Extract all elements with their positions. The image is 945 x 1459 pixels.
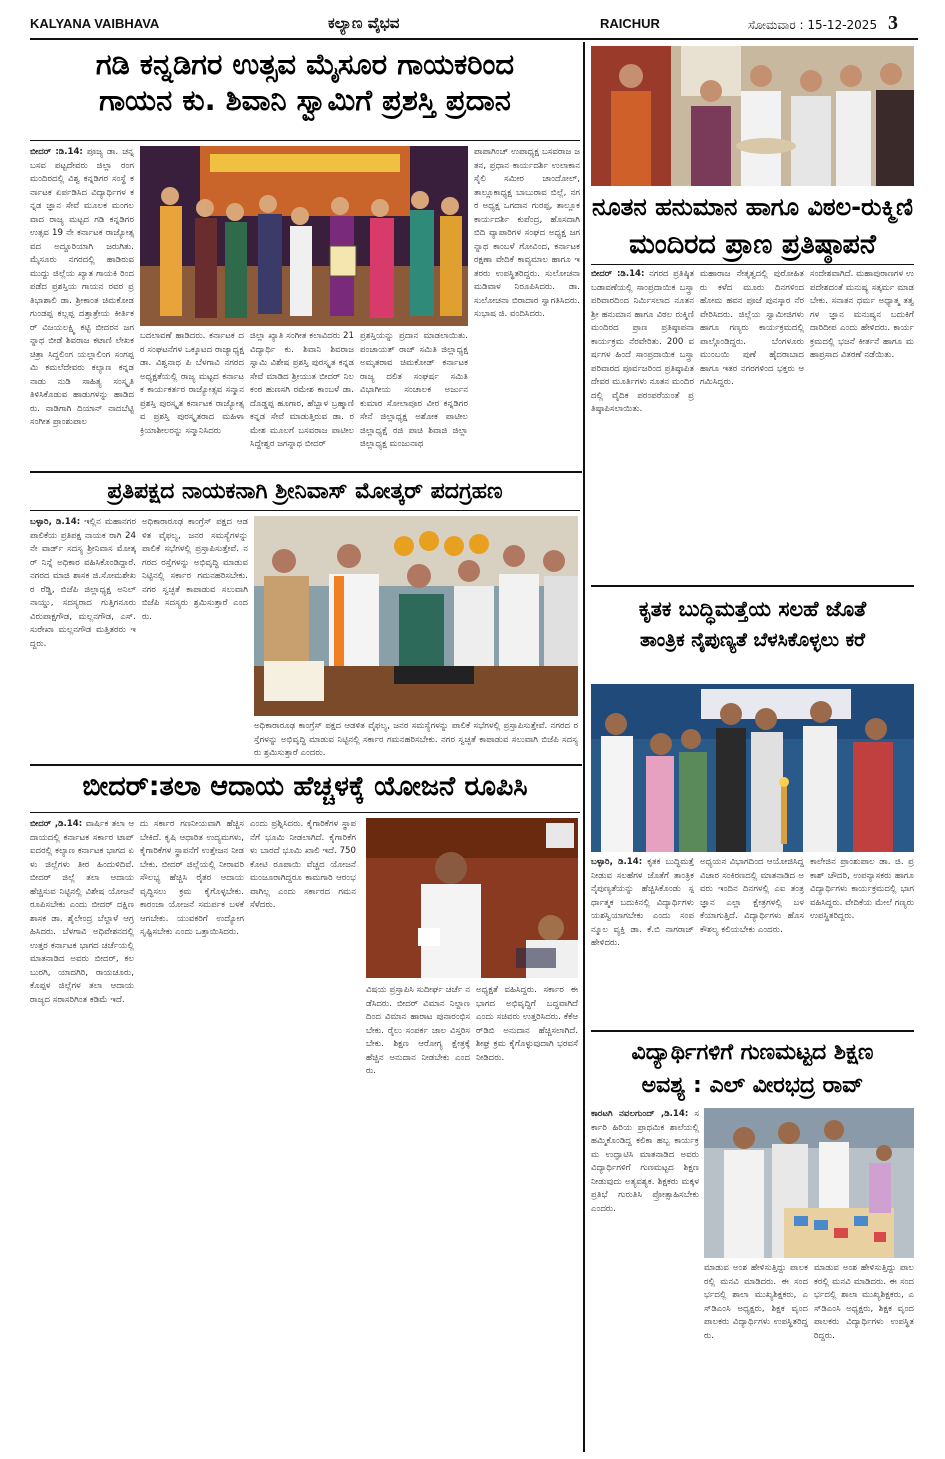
- article-column: [810, 268, 914, 580]
- felicitation-photo: [254, 516, 578, 716]
- article-column: [30, 516, 136, 760]
- section-rule: [591, 585, 914, 587]
- school-exhibition-photo: [704, 1108, 914, 1258]
- article-column: [700, 268, 804, 580]
- article-text: ನಗರದ ಪ್ರತಿಷ್ಠಿತ ಬಡಾವಣೆಯಲ್ಲಿ ಸಾಂಪ್ರದಾಯಿಕ ಬಸ್ತ್ರಾ ಪರಿವಾರದಿಂದ ನಿರ್ಮಿಸಲಾದ ನೂತನ ಶ್ರೀ ಹನುಮಾನ ಹಾಗೂ ವಿಠಲ ರುಕ್ಮಿಣಿ ಮಂದಿರದ ಪ್ರಾಣ ಪ್ರತಿಷ್ಠಾಪನಾ ಕಾರ್ಯಕ್ರಮ ನೆರವೇರಿತು. 200 ವರ್ಷಗಳ ಹಿಂದೆ ಸಾಂಪ್ರದಾಯಿಕ ಬಸ್ತ್ರಾ ಪರಿವಾರದ ಪೂರ್ವಜರಿಂದ ಪ್ರತಿಷ್ಠಾಪಿತ ದೇವರ ಮೂರ್ತಿಗಳು ನೂತನ ಮಂದಿರದಲ್ಲಿ ವೈದಿಕ ಪರಂಪರೆಯಂತೆ ಪ್ರತಿಷ್ಠಾಪಿಸಲಾಯಿತು.: [591, 269, 694, 414]
- article-headline: [591, 594, 914, 654]
- headline-line-2: ತಾಂತ್ರಿಕ ನೈಪುಣ್ಯತೆ ಬೆಳಸಿಕೊಳ್ಳಲು ಕರೆ: [640, 628, 865, 651]
- headline-line-1: ನೂತನ ಹನುಮಾನ ಹಾಗೂ ವಿಠಲ-ರುಕ್ಮಿಣಿ: [592, 193, 913, 221]
- article-text: ಮಾಡುವ ಅಂಶ ಹೇಳಿಸುತ್ತಿದ್ದು ಪಾಲಕರಲ್ಲಿ ಮನವಿ ಮಾಡಿದರು. ಈ ಸಂದರ್ಭದಲ್ಲಿ ಶಾಲಾ ಮುಖ್ಯಶಿಕ್ಷಕರು, ಎಸ್‌ಡಿಎಂಸಿ ಅಧ್ಯಕ್ಷರು, ಶಿಕ್ಷಕ ವೃಂದ ಪಾಲಕರು ವಿದ್ಯಾರ್ಥಿಗಳು ಉಪಸ್ಥಿತರಿದ್ದರು.: [814, 1263, 914, 1341]
- headline-line-1: ವಿದ್ಯಾರ್ಥಿಗಳಿಗೆ ಗುಣಮಟ್ಟದ ಶಿಕ್ಷಣ: [631, 1040, 874, 1065]
- article-column: [591, 268, 694, 580]
- masthead-city: RAICHUR: [600, 16, 660, 31]
- article-column: [591, 1108, 699, 1448]
- article-text: ಅಧಿಕಾರಾರೂಢ ಕಾಂಗ್ರೆಸ್ ಪಕ್ಷದ ಆಡಳಿತ ವೈಫಲ್ಯ, ಜನರ ಸಮಸ್ಯೆಗಳನ್ನು ಪಾಲಿಕೆ ಸಭೆಗಳಲ್ಲಿ ಪ್ರಸ್ತಾಪಿಸುತ್ತೇವೆ. ನಗರದ ರಸ್ತೆಗಳನ್ನು ಅಭಿವೃದ್ಧಿ ಮಾಡುವ ನಿಟ್ಟಿನಲ್ಲಿ ಸರ್ಕಾರ ಗಮನಹರಿಸಬೇಕು. ನಗರ ಸ್ವಚ್ಛತೆ ಕಾಪಾಡುವ ಸಲುವಾಗಿ ಬಿಜೆಪಿ ಸದಸ್ಯರು ಶ್ರಮಿಸುತ್ತಾರೆ ಎಂದರು.: [142, 517, 248, 622]
- article-column: [250, 818, 356, 1448]
- article-text: ಕಾಲೇಜಿನ ಪ್ರಾಂಶುಪಾಲ ಡಾ. ಜಿ. ಪ್ರಕಾಶ್ ಚೌದರಿ, ಉಪನ್ಯಾಸಕರು ಹಾಗೂ ವಿದ್ಯಾರ್ಥಿಗಳು ಕಾರ್ಯಕ್ರಮದಲ್ಲಿ ಭಾಗವಹಿಸಿದ್ದರು. ವೇದಿಕೆಯ ಮೇಲೆ ಗಣ್ಯರು ಉಪಸ್ಥಿತರಿದ್ದರು.: [810, 857, 914, 921]
- article-text: ಇಲ್ಲಿನ ಮಹಾನಗರ ಪಾಲಿಕೆಯ ಪ್ರತಿಪಕ್ಷ ನಾಯಕ ರಾಗಿ 24ನೇ ವಾರ್ಡ್ ಸದಸ್ಯ ಶ್ರೀನಿವಾಸ ಮೋತ್ಕರ್ ನಿನ್ನೆ ಅಧಿಕಾರ ವಹಿಸಿಕೊಂಡಿದ್ದಾರೆ. ನಗರದ ಮಾಜಿ ಶಾಸಕ ಜಿ.ಸೋಮಶೇಖರ ರೆಡ್ಡಿ, ಬಿಜೆಪಿ ಜಿಲ್ಲಾಧ್ಯಕ್ಷ ಅನಿಲ್ ನಾಯ್ಡು, ಸದಸ್ಯರಾದ ಗುತ್ತಿಗನೂರು ವಿರುಪಾಕ್ಷಗೌಡ, ಮಲ್ಲನಗೌಡ, ಎಸ್.ಸುರೇಖಾ ಮಲ್ಲನಗೌಡ ಮತ್ತಿತರರು ಇದ್ದರು.: [30, 517, 136, 649]
- headline-line-2: ಅವಶ್ಯ : ಎಲ್ ವೀರಭದ್ರ ರಾವ್: [641, 1073, 864, 1098]
- article-text: ಪ್ರಶಸ್ತಿಯನ್ನು ಪ್ರದಾನ ಮಾಡಲಾಯಿತು. ಪಂಚಾಯತ್ ರಾಜ್ ಸಮಿತಿ ಜಿಲ್ಲಾಧ್ಯಕ್ಷ ಅಮೃತರಾವ ಚಿಮಕೋಡ್ ಕರ್ನಾಟಕ ರಾಜ್ಯ ದಲಿತ ಸಂಘರ್ಷ ಸಮಿತಿ ವಿಭಾಗೀಯ ಸಂಚಾಲಕ ಅರ್ಜುನಕುಮಾರ ಸೋಲಾಪೂರ ವೀರ ಕನ್ನಡಿಗರ ಸೇನೆ ಜಿಲ್ಲಾಧ್ಯಕ್ಷ ಅಶೋಕ ಪಾಟೀಲ ಜಿಲ್ಲಾಧ್ಯಕ್ಷೆ ರಜಿ ಪಾಚಿ ಶಿವಾಜಿ ಜಿಲ್ಲಾ ಜಿಲ್ಲಾಧ್ಯಕ್ಷ ಮಂಜುನಾಥ: [360, 331, 468, 449]
- article-column: [140, 818, 244, 1448]
- lamp-lighting-photo: [591, 684, 914, 852]
- article-text: ಮಹಾರಾಜ ನೇತೃತ್ವದಲ್ಲಿ ಪುರೋಹಿತರು ಕಳೆದ ಮೂರು ದಿನಗಳಿಂದ ಹೋಮ ಹವನ ಪೂಜೆ ಪುನಸ್ಕಾರ ನೆರವೇರಿಸಿದರು. ಜಿಲ್ಲೆಯ ಸ್ವಾಮೀಜಿಗಳು ಹಾಗೂ ಗಣ್ಯರು ಕಾರ್ಯಕ್ರಮದಲ್ಲಿ ಪಾಲ್ಗೊಂಡಿದ್ದರು. ಬೆಂಗಳೂರು ಮುಂಬಯಿ ಪುಣೆ ಹೈದರಾಬಾದ ಹಾಗೂ ಇತರ ನಗರಗಳಿಂದ ಭಕ್ತರು ಆಗಮಿಸಿದ್ದರು.: [700, 269, 804, 387]
- article-column: [30, 146, 134, 466]
- article-headline: [591, 1036, 914, 1102]
- headline-line-1: ಗಡಿ ಕನ್ನಡಿಗರ ಉತ್ಸವ ಮೈಸೂರ ಗಾಯಕರಿಂದ: [95, 47, 515, 81]
- article-column: [140, 330, 244, 468]
- headline-line-2: ಮಂದಿರದ ಪ್ರಾಣ ಪ್ರತಿಷ್ಠಾಪನೆ: [629, 228, 876, 260]
- article-column: [704, 1262, 808, 1448]
- masthead: [30, 12, 918, 40]
- masthead-paper-name-kannada: ಕಲ್ಯಾಣ ವೈಭವ: [328, 14, 400, 32]
- dateline: ಬೀದರ್ :ಡಿ.14:: [591, 269, 645, 279]
- award-stage-photo: [140, 146, 468, 326]
- column-divider: [583, 42, 585, 1452]
- headline-line-2: ಗಾಯನ ಕು. ಶಿವಾನಿ ಸ್ವಾಮಿಗೆ ಪ್ರಶಸ್ತಿ ಪ್ರದಾನ: [99, 83, 511, 118]
- masthead-paper-name: KALYANA VAIBHAVA: [30, 16, 160, 31]
- section-rule: [30, 140, 580, 141]
- article-column: [250, 330, 354, 468]
- article-column: [30, 818, 134, 1448]
- article-headline: [591, 190, 914, 264]
- article-text: ಜಿಲ್ಲಾ ಖ್ಯಾತಿ ಸಂಗೀತ ಕಲಾವಿದರು 21 ವಿದ್ಯಾರ್ಥಿ ಕು. ಶಿವಾನಿ ಶಿವರಾಜ ಸ್ವಾಮಿ ವಿಶೇಷ ಪ್ರಶಸ್ತಿ ಪುರಸ್ಕೃತ ಕನ್ನಡ ಸೇವೆ ಮಾಡಿದ ಶ್ರೀಯುತ ಬೀದರ್ ನಿಲಕಂಠ ಹುಣಸಗಿ ರಮೇಶ ಕಾಂಬಳೆ ಡಾ. ದೊಡ್ಡಪ್ಪ ಹೂಗಾರ, ಹೆಬ್ಬಾಳ ಬ್ರಹ್ಮಾಣಿ ಕನ್ನಡ ಸೇವೆ ಮಾಡುತ್ತಿರುವ ಡಾ. ರಮೇಶ ಮೂಲಗೆ ಬಸವರಾಜ ಪಾಟೀಲ ಸಿದ್ದೇಶ್ವರ ಜಗನ್ನಾಥ ಬೀದರ್: [250, 331, 354, 449]
- article-text: ಪಾಪಾಗಿಂಚ್ ಉಪಾಧ್ಯಕ್ಷ ಬಸವರಾಜ ಜತನ, ಪ್ರಧಾನ ಕಾರ್ಯದರ್ಶಿ ಉಲಾಕಾನ ಸೈಲಿ ಸಮೀರ ಚಾಂದೋಲ್, ತಾಲ್ಲೂಕಾಧ್ಯಕ್ಷ ಬಾಬುರಾವ ಬಿಲ್ಲೆ, ನಗರ ಅಧ್ಯಕ್ಷ ಒಗದಾನ ಗುರಪ್ಪ, ತಾಲ್ಲೂಕ ಕಾರ್ಯದರ್ಶಿ ಕುಪೆಂದ್ರ, ಹೊಸದಾಗಿ ಬಿದಿ ವ್ಯಾಪಾರಿಗಳ ಸಂಘದ ಅಧ್ಯಕ್ಷ ಜಗನ್ನಾಥ ಕಾಂಬಳೆ ಗೋವಿಂದ, ಕರ್ನಾಟಕ ರಕ್ಷಣಾ ವೇದಿಕೆ ಕಾವ್ಯಮಾಲ ಹಾಗೂ ಇತರರು ಉಪಸ್ಥಿತರಿದ್ದರು. ಸುಲೋಚನಾ ಮಡಿವಾಳ ನಿರೂಪಿಸಿದರು. ಡಾ. ಸುಲೋಚನಾ ಬಿರಾದಾರ ಸ್ವಾಗತಿಸಿದರು. ಸುಭಾಷ ಜಿ. ವಂದಿಸಿದರು.: [474, 147, 580, 319]
- article-text: ಸರ್ಕಾರಿ ಹಿರಿಯ ಪ್ರಾಥಮಿಕ ಶಾಲೆಯಲ್ಲಿ ಹಮ್ಮಿಕೊಂಡಿದ್ದ ಕಲಿಕಾ ಹಬ್ಬ ಕಾರ್ಯಕ್ರಮ ಉದ್ಘಾಟಿಸಿ ಮಾತನಾಡಿದ ಅವರು ವಿದ್ಯಾರ್ಥಿಗಳಿಗೆ ಗುಣಮಟ್ಟದ ಶಿಕ್ಷಣ ನೀಡುವುದು ಅತ್ಯವಶ್ಯಕ. ಶಿಕ್ಷಕರು ಮಕ್ಕಳ ಪ್ರತಿಭೆ ಗುರುತಿಸಿ ಪ್ರೋತ್ಸಾಹಿಸಬೇಕು ಎಂದರು.: [591, 1109, 699, 1214]
- article-column: [254, 720, 578, 760]
- article-column: [700, 856, 804, 1026]
- section-rule: [30, 812, 580, 813]
- article-column: [476, 984, 578, 1448]
- article-text: ದು ಸರ್ಕಾರ ಗಣನೀಯವಾಗಿ ಹೆಚ್ಚಿಸಬೇಕಿದೆ. ಕೃಷಿ ಆಧಾರಿತ ಉದ್ಯಮಗಳು, ಕೈಗಾರಿಕೆಗಳ ಸ್ಥಾಪನೆಗೆ ಉತ್ತೇಜನ ನೀಡಬೇಕು. ಬೀದರ್ ಜಿಲ್ಲೆಯಲ್ಲಿ ನೀರಾವರಿ ಸೌಲಭ್ಯ ಹೆಚ್ಚಿಸಿ ರೈತರ ಆದಾಯ ವೃದ್ಧಿಸಲು ಕ್ರಮ ಕೈಗೊಳ್ಳಬೇಕು. ಕಾರಂಜಾ ಯೋಜನೆ ಸಮರ್ಪಕ ಬಳಕೆ ಆಗಬೇಕು. ಯುವಕರಿಗೆ ಉದ್ಯೋಗ ಸೃಷ್ಟಿಸಬೇಕು ಎಂದು ಒತ್ತಾಯಿಸಿದರು.: [140, 819, 244, 937]
- article-column: [810, 856, 914, 1026]
- section-rule: [30, 471, 582, 473]
- article-text: ಅಧ್ಯಯನ ವಿಭಾಗದಿಂದ ಆಯೋಜಿಸಿದ್ದ ವಿಚಾರ ಸಂಕಿರಣದಲ್ಲಿ ಮಾತನಾಡಿದ ಅವರು ಇಂದಿನ ದಿನಗಳಲ್ಲಿ ಎಐ ತಂತ್ರಜ್ಞಾನ ಎಲ್ಲಾ ಕ್ಷೇತ್ರಗಳಲ್ಲಿ ಬಳಕೆಯಾಗುತ್ತಿದೆ. ವಿದ್ಯಾರ್ಥಿಗಳು ಹೊಸ ಕೌಶಲ್ಯ ಕಲಿಯಬೇಕು ಎಂದರು.: [700, 857, 804, 935]
- article-column: [366, 984, 470, 1448]
- article-column: [142, 516, 248, 760]
- dateline: ಕಾರಟಗಿ ನವಲಗುಂದ್ ,ಡಿ.14:: [591, 1109, 689, 1119]
- dateline: ಬೀದರ್ :ಡಿ.14:: [30, 147, 83, 157]
- article-text: ವಾರ್ಷಿಕ ತಲಾ ಆದಾಯದಲ್ಲಿ ಕರ್ನಾಟಕ ಸರ್ಕಾರ ಟಾಪ್ ಐದರಲ್ಲಿ ಕಲ್ಯಾಣ ಕರ್ನಾಟಕ ಭಾಗದ ಏಳು ಜಿಲ್ಲೆಗಳು ತೀರ ಹಿಂದುಳಿದಿವೆ. ಬೀದರ್ ಜಿಲ್ಲೆ ತಲಾ ಆದಾಯ ಹೆಚ್ಚಿಸುವ ನಿಟ್ಟಿನಲ್ಲಿ ವಿಶೇಷ ಯೋಜನೆ ರೂಪಿಸಬೇಕು ಎಂದು ಬೀದರ್ ದಕ್ಷಿಣ ಶಾಸಕ ಡಾ. ಶೈಲೇಂದ್ರ ಬೆಲ್ದಾಳೆ ಆಗ್ರಹಿಸಿದರು. ಬೆಳಗಾವಿ ಅಧಿವೇಶನದಲ್ಲಿ ಉತ್ತರ ಕರ್ನಾಟಕ ಭಾಗದ ಚರ್ಚೆಯಲ್ಲಿ ಮಾತನಾಡಿದ ಅವರು ಬೀದರ್, ಕಲಬುರಗಿ, ಯಾದಗಿರಿ, ರಾಯಚೂರು, ಕೊಪ್ಪಳ ಜಿಲ್ಲೆಗಳ ತಲಾ ಆದಾಯ ರಾಜ್ಯದ ಸರಾಸರಿಗಿಂತ ಕಡಿಮೆ ಇದೆ.: [30, 819, 134, 1005]
- section-rule: [591, 1030, 914, 1032]
- article-text: ಎಂದು ಪ್ರಶ್ನಿಸಿದರು. ಕೈಗಾರಿಕೆಗಳ ಸ್ಥಾಪನೆಗೆ ಭೂಮಿ ನೀಡಲಾಗಿದೆ. ಕೈಗಾರಿಕೆಗಳು ಬಾರದೆ ಭೂಮಿ ಖಾಲಿ ಇದೆ. 750 ಕೋಟಿ ರೂಪಾಯಿ ವೆಚ್ಚದ ಯೋಜನೆ ಮಂಜೂರಾಗಿದ್ದರೂ ಕಾಮಗಾರಿ ಆರಂಭವಾಗಿಲ್ಲ ಎಂದು ಸರ್ಕಾರದ ಗಮನ ಸೆಳೆದರು.: [250, 819, 356, 910]
- article-text: ಕೃತಕ ಬುದ್ಧಿಮತ್ತೆ ನೀಡುವ ಸಲಹೆಗಳ ಜೊತೆಗೆ ತಾಂತ್ರಿಕ ನೈಪುಣ್ಯತೆಯನ್ನು ಹೆಚ್ಚಿಸಿಕೊಂಡು ಸ್ಪರ್ಧಾತ್ಮಕ ಬದುಕಿನಲ್ಲಿ ವಿದ್ಯಾರ್ಥಿಗಳು ಯಶಸ್ವಿಯಾಗಬೇಕು ಎಂದು ಸಂಪನ್ಮೂಲ ವ್ಯಕ್ತಿ ಡಾ. ಕೆ.ಬಿ ನಾಗರಾಜ್ ಹೇಳಿದರು.: [591, 857, 694, 948]
- assembly-speaker-photo: [366, 818, 578, 978]
- headline-line-1: ಕೃತಕ ಬುದ್ಧಿಮತ್ತೆಯ ಸಲಹೆ ಜೊತೆ: [638, 597, 867, 621]
- article-text: ಅಧ್ಯಕ್ಷತೆ ವಹಿಸಿದ್ದರು. ಸರ್ಕಾರ ಈ ಭಾಗದ ಅಭಿವೃದ್ಧಿಗೆ ಬದ್ಧವಾಗಿದೆ ಎಂದು ಸಚಿವರು ಉತ್ತರಿಸಿದರು. ಕೆಕೆಆರ್‌ಡಿಬಿ ಅನುದಾನ ಹೆಚ್ಚಿಸಲಾಗಿದೆ. ಶೀಘ್ರ ಕ್ರಮ ಕೈಗೊಳ್ಳುವುದಾಗಿ ಭರವಸೆ ನೀಡಿದರು.: [476, 985, 578, 1063]
- section-rule: [30, 510, 580, 511]
- dateline: ಬಳ್ಳಾರಿ, ಡಿ.14:: [591, 857, 643, 867]
- dateline: ಬಳ್ಳಾರಿ, ಡಿ.14:: [30, 517, 81, 527]
- page-number: 3: [888, 12, 898, 34]
- section-rule: [30, 764, 582, 766]
- article-headline: [30, 46, 580, 119]
- article-text: ಮಾಡುವ ಅಂಶ ಹೇಳಿಸುತ್ತಿದ್ದು ಪಾಲಕರಲ್ಲಿ ಮನವಿ ಮಾಡಿದರು. ಈ ಸಂದರ್ಭದಲ್ಲಿ ಶಾಲಾ ಮುಖ್ಯಶಿಕ್ಷಕರು, ಎಸ್‌ಡಿಎಂಸಿ ಅಧ್ಯಕ್ಷರು, ಶಿಕ್ಷಕ ವೃಂದ ಪಾಲಕರು ವಿದ್ಯಾರ್ಥಿಗಳು ಉಪಸ್ಥಿತರಿದ್ದರು.: [704, 1263, 808, 1341]
- article-column: [360, 330, 468, 468]
- article-column: [591, 856, 694, 1026]
- temple-ceremony-photo: [591, 46, 914, 186]
- article-headline: ಪ್ರತಿಪಕ್ಷದ ನಾಯಕನಾಗಿ ಶ್ರೀನಿವಾಸ್ ಮೋತ್ಕರ್ ಪದಗ್ರಹಣ: [107, 479, 503, 504]
- article-text: ಅಧಿಕಾರಾರೂಢ ಕಾಂಗ್ರೆಸ್ ಪಕ್ಷದ ಆಡಳಿತ ವೈಫಲ್ಯ, ಜನರ ಸಮಸ್ಯೆಗಳನ್ನು ಪಾಲಿಕೆ ಸಭೆಗಳಲ್ಲಿ ಪ್ರಸ್ತಾಪಿಸುತ್ತೇವೆ. ನಗರದ ರಸ್ತೆಗಳನ್ನು ಅಭಿವೃದ್ಧಿ ಮಾಡುವ ನಿಟ್ಟಿನಲ್ಲಿ ಸರ್ಕಾರ ಗಮನಹರಿಸಬೇಕು. ನಗರ ಸ್ವಚ್ಛತೆ ಕಾಪಾಡುವ ಸಲುವಾಗಿ ಬಿಜೆಪಿ ಸದಸ್ಯರು ಶ್ರಮಿಸುತ್ತಾರೆ ಎಂದರು.: [254, 721, 578, 758]
- article-text: ವಿಷಯ ಪ್ರಸ್ತಾಪಿಸಿ ಸುದೀರ್ಘ ಚರ್ಚೆ ನಡೆಸಿದರು. ಬೀದರ್ ವಿಮಾನ ನಿಲ್ದಾಣದಿಂದ ವಿಮಾನ ಹಾರಾಟ ಪುನಾರಂಭಿಸಬೇಕು. ರೈಲು ಸಂಪರ್ಕ ಜಾಲ ವಿಸ್ತರಿಸಬೇಕು. ಶಿಕ್ಷಣ ಆರೋಗ್ಯ ಕ್ಷೇತ್ರಕ್ಕೆ ಹೆಚ್ಚಿನ ಅನುದಾನ ನೀಡಬೇಕು ಎಂದರು.: [366, 985, 470, 1076]
- article-column: [814, 1262, 914, 1448]
- dateline: ಬೀದರ್ ,ಡಿ.14:: [30, 819, 83, 829]
- article-column: [474, 146, 580, 468]
- article-headline: ಬೀದರ್:ತಲಾ ಆದಾಯ ಹೆಚ್ಚಳಕ್ಕೆ ಯೋಜನೆ ರೂಪಿಸಿ: [82, 771, 528, 802]
- section-rule: [591, 264, 914, 265]
- article-text: ಬದಲಾವಣೆ ಹಾಡಿದರು. ಕರ್ನಾಟಕ ದರ ಸಂಘಟನೆಗಳ ಒಕ್ಕೂಟದ ರಾಜ್ಯಾಧ್ಯಕ್ಷ ಡಾ. ವಿಶ್ವನಾಥ ಪಿ ಬೆಳಗಾವಿ ನಗರದ ಅಧ್ಯಕ್ಷತೆಯಲ್ಲಿ ರಾಜ್ಯ ಮಟ್ಟದ ಕರ್ನಾಟಕ ಕಾರ್ಯಕರ್ತರ ರಾಜ್ಯೋತ್ಸವ ಸನ್ಮಾನ ಪ್ರಶಸ್ತಿ ಪುರಸ್ಕೃತ ಕರ್ನಾಟಕ ರಾಜ್ಯೋತ್ಸವ ಪ್ರಶಸ್ತಿ ಪುರಸ್ಕೃತರಾದ ಮಹಿಳಾ ಕ್ರಿಯಾಶೀಲರನ್ನು ಸನ್ಮಾನಿಸಿದರು: [140, 331, 244, 436]
- article-text: ಸಂದೇಶವಾಗಿದೆ. ಮಹಾಪುರಾಣಗಳ ಉಪದೇಶದಂತೆ ಮನುಷ್ಯ ಸತ್ಕರ್ಮ ಮಾಡಬೇಕು. ಸನಾತನ ಧರ್ಮ ಅಧ್ಯಾತ್ಮ ತತ್ವಗಳ ಜ್ಞಾನ ಮನುಷ್ಯನ ಬದುಕಿಗೆ ದಾರಿದೀಪ ಎಂದು ಹೇಳಿದರು. ಕಾರ್ಯಕ್ರಮದಲ್ಲಿ ಭಜನೆ ಕೀರ್ತನೆ ಹಾಗೂ ಮಹಾಪ್ರಸಾದ ವಿತರಣೆ ನಡೆಯಿತು.: [810, 269, 914, 360]
- masthead-date: ಸೋಮವಾರ : 15-12-2025: [748, 18, 878, 32]
- article-text: ಪೂಜ್ಯ ಡಾ. ಚನ್ನಬಸವ ಪಟ್ಟದೇವರು ಜಿಲ್ಲಾ ರಂಗಮಂದಿರದಲ್ಲಿ ವಿಶ್ವ ಕನ್ನಡಿಗರ ಸಂಸ್ಥೆ ಕರ್ನಾಟಕ ಏರ್ಪಡಿಸಿದ ವಿದ್ಯಾರ್ಥಿಗಳ ಕನ್ನಡ ಜ್ಞಾನ ಸೇವೆ ಮೂಲಕ ಮಂಗಲ ವಾದ ರಾಜ್ಯ ಮಟ್ಟದ ಗಡಿ ಕನ್ನಡಿಗರ ಉತ್ಸವ 19 ನೇ ಕರ್ನಾಟಕ ರಾಜ್ಯೋತ್ಸವದ ಅದ್ದೂರಿಯಾಗಿ ಜರುಗಿತು. ಮೈಸೂರು ನಗರದಲ್ಲಿ ಹಾಡಿರುವ ಮುದ್ದು ಜಿಲ್ಲೆಯ ಖ್ಯಾತ ಗಾಯಕಿ ರಿಂದ ಪಡೆದ ಪ್ರಶಸ್ತಿಯ ಗಾಯನ ರವರ ಪ್ರತಿಭಾಶಾಲಿ ಡಾ. ಶ್ರೀಕಾಂತ ಚಿಮಕೋಡ ಗುಂಡಪ್ಪ ಕಲ್ಲಪ್ಪ ದತ್ತಾತ್ರೇಯ ಕೀರ್ತಿಕರ್ ವಿಜಯಲಕ್ಷ್ಮಿ ಕಟ್ಟಿ ಬೀದರನ ಜಗನ್ನಾಥ ಬೀಡೆ ಶಿವರಾಜ ಕಟಾಣಿ ಲೇಖಕ ಚಿತ್ರಾ ಸಿದ್ದಲಿಂಗ ಯಲ್ಲಾಲಿಂಗ ಸಂಗಪ್ಪ ಮಿ ಕಮಲೆದೇವರು ಕಲ್ಯಾಣ ಕನ್ನಡ ನಾಡು ನುಡಿ ಸಾಹಿತ್ಯ ಸಂಸ್ಕೃತಿ ತಿಳಿಸಿಕೊಡುವ ಹಾಡುಗಳನ್ನು ಹಾಡಿದರು. ನಾಡಿಗಾಗಿ ದಿಯಾನ್ ನಾದಬೆಟ್ಟಿ ಸಂಗೀತ ಪ್ರಾಂಶುಪಾಲ: [30, 147, 134, 427]
